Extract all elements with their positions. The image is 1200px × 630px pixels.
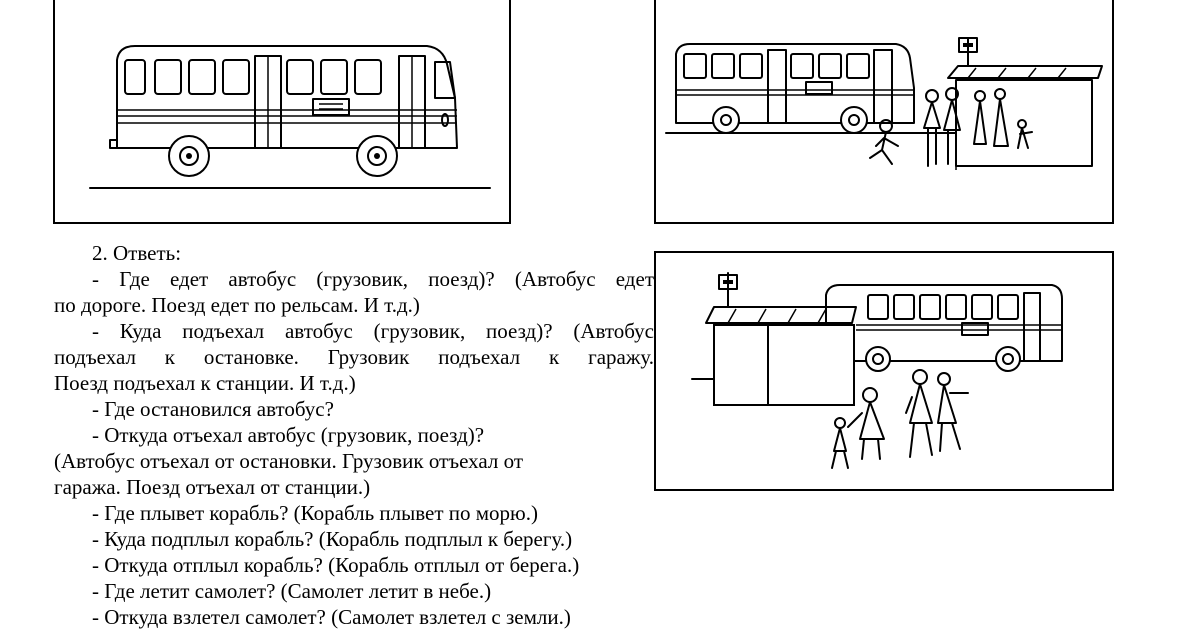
question-line: - Откуда взлетел самолет? (Самолет взлетел с земли.) — [92, 605, 571, 629]
question-line: - Где остановился автобус? — [92, 397, 334, 421]
question-line: - Где летит самолет? (Самолет летит в небе.) — [92, 579, 492, 603]
exercise-heading: 2. Ответь: — [92, 241, 182, 265]
answer-line: по дороге. Поезд едет по рельсам. И т.д.) — [54, 293, 420, 317]
bus-stop-shelter — [706, 273, 856, 405]
answer-line: (Автобус отъехал от остановки. Грузовик отъехал от — [54, 449, 523, 473]
answer-line: подъехал к остановке. Грузовик подъехал к гаражу. — [54, 345, 654, 369]
bus-drawing — [676, 44, 914, 133]
exercise-text — [54, 240, 654, 630]
answer-line: гаража. Поезд отъехал от станции.) — [54, 475, 371, 499]
bus-drawing — [826, 285, 1062, 371]
question-line: - Откуда отъехал автобус (грузовик, поезд)? — [92, 423, 485, 447]
bus-stop-shelter — [948, 38, 1102, 170]
bus-drawing — [110, 46, 457, 176]
question-line: - Куда подъехал автобус (грузовик, поезд)? (Автобус — [92, 319, 654, 343]
answer-line: Поезд подъехал к станции. И т.д.) — [54, 371, 356, 395]
bus-departing-illustration — [654, 251, 1114, 491]
question-line: - Где плывет корабль? (Корабль плывет по морю.) — [92, 501, 538, 525]
question-line: - Откуда отплыл корабль? (Корабль отплыл от берега.) — [92, 553, 580, 577]
bus-on-road-illustration — [53, 0, 511, 224]
question-line: - Где едет автобус (грузовик, поезд)? (Автобус едет — [92, 267, 654, 291]
question-line: - Куда подплыл корабль? (Корабль подплыл к берегу.) — [92, 527, 573, 551]
people-group — [870, 88, 1032, 166]
bus-at-stop-illustration — [654, 0, 1114, 224]
